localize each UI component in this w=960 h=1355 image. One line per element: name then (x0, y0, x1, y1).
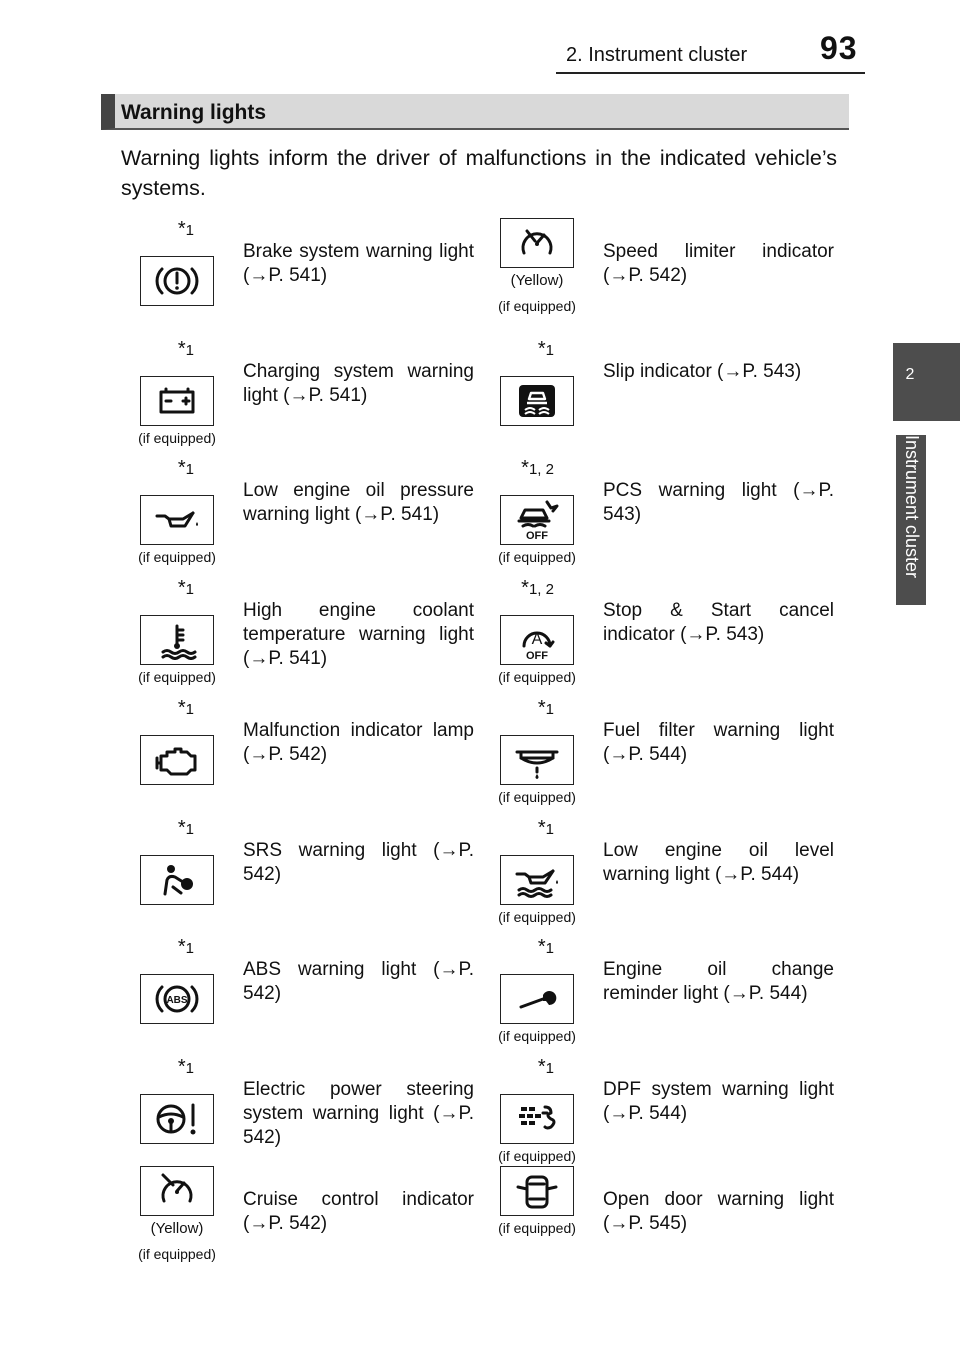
if-equipped-caption: (if equipped) (138, 549, 216, 565)
warning-light-entry (480, 936, 840, 1056)
warning-light-description: Speed limiter indicator (→P. 542) (603, 241, 834, 286)
footnote-marker: *1 (177, 218, 194, 240)
coolant-icon (140, 615, 214, 665)
wrench-icon (500, 974, 574, 1024)
battery-icon (140, 376, 214, 426)
warning-light-description: DPF system warning light (→P. 544) (603, 1079, 834, 1124)
section-heading: Warning lights (101, 94, 849, 130)
oil-pressure-icon (140, 495, 214, 545)
pcs-icon (500, 495, 574, 545)
warning-light-description: PCS warning light (→P. 543) (603, 480, 834, 525)
footnote-marker: *1 (537, 338, 554, 360)
warning-light-entry (480, 1166, 840, 1286)
warning-light-description: Low engine oil level warning light (→P. 544) (603, 840, 834, 885)
warning-light-entry (480, 697, 840, 817)
indicator-color-caption: (Yellow) (510, 272, 564, 289)
if-equipped-caption: (if equipped) (498, 669, 576, 685)
footnote-marker: *1 (537, 697, 554, 719)
page-number: 93 (820, 30, 858, 66)
door-icon (500, 1166, 574, 1216)
fuel-filter-icon (500, 735, 574, 785)
chapter-tab[interactable] (893, 343, 960, 421)
srs-icon (140, 855, 214, 905)
warning-light-description: SRS warning light (→P. 542) (243, 840, 474, 885)
brake-icon (140, 256, 214, 306)
warning-light-description: High engine coolant temperature warning light (→P. 541) (243, 600, 474, 669)
warning-light-entry (480, 218, 840, 338)
warning-light-description: Cruise control indicator (→P. 542) (243, 1189, 474, 1234)
svg-text:OFF: OFF (526, 530, 548, 540)
footnote-marker: *1 (177, 817, 194, 839)
if-equipped-caption: (if equipped) (498, 1220, 576, 1236)
warning-light-description: Electric power steering system warning light (→P. 542) (243, 1079, 474, 1148)
chapter-tab-label: Instrument cluster (896, 435, 926, 605)
if-equipped-caption: (if equipped) (498, 789, 576, 805)
if-equipped-caption: (if equipped) (138, 669, 216, 685)
warning-light-entry (120, 1056, 480, 1176)
footnote-marker: *1 (177, 338, 194, 360)
warning-light-entry (120, 697, 480, 817)
steering-icon (140, 1094, 214, 1144)
abs-icon (140, 974, 214, 1024)
if-equipped-caption: (if equipped) (138, 430, 216, 446)
dpf-icon (500, 1094, 574, 1144)
warning-light-description: Brake system warning light (→P. 541) (243, 241, 474, 286)
footnote-marker: *1 (537, 936, 554, 958)
svg-text:ABS: ABS (166, 995, 188, 1006)
if-equipped-caption: (if equipped) (498, 549, 576, 565)
chapter-title: 2. Instrument cluster (566, 44, 748, 66)
warning-light-description: Charging system warning light (→P. 541) (243, 361, 474, 406)
warning-light-description: Stop & Start cancel indicator (→P. 543) (603, 600, 834, 645)
if-equipped-caption: (if equipped) (498, 909, 576, 925)
warning-light-entry (120, 457, 480, 577)
warning-light-description: Engine oil change reminder light (→P. 544) (603, 959, 834, 1004)
warning-light-entry (120, 1166, 480, 1286)
cruise-icon (140, 1166, 214, 1216)
warning-light-entry (120, 577, 480, 697)
stop-start-icon (500, 615, 574, 665)
engine-icon (140, 735, 214, 785)
footnote-marker: *1, 2 (521, 577, 554, 599)
chapter-tab-number: 2 (905, 366, 915, 383)
warning-light-description: Open door warning light (→P. 545) (603, 1189, 834, 1234)
footnote-marker: *1 (177, 457, 194, 479)
warning-light-description: Fuel filter warning light (→P. 544) (603, 720, 834, 765)
warning-light-description: ABS warning light (→P. 542) (243, 959, 474, 1004)
warning-light-entry (480, 817, 840, 937)
intro-paragraph: Warning lights inform the driver of malfunctions in the indicated vehicle’s systems. (121, 146, 837, 200)
indicator-color-caption: (Yellow) (150, 1220, 204, 1237)
footnote-marker: *1 (177, 697, 194, 719)
warning-light-entry (480, 1056, 840, 1176)
warning-light-entry (120, 817, 480, 937)
warning-light-entry (120, 936, 480, 1056)
header-rule (556, 72, 865, 74)
if-equipped-caption: (if equipped) (498, 1148, 576, 1164)
warning-light-description: Malfunction indicator lamp (→P. 542) (243, 720, 474, 765)
slip-icon (500, 376, 574, 426)
speed-limiter-icon (500, 218, 574, 268)
footnote-marker: *1, 2 (521, 457, 554, 479)
warning-light-entry (480, 338, 840, 458)
footnote-marker: *1 (537, 1056, 554, 1078)
svg-text:OFF: OFF (526, 650, 548, 660)
warning-light-entry (120, 218, 480, 338)
if-equipped-caption: (if equipped) (138, 1246, 216, 1262)
svg-text:A: A (531, 631, 543, 648)
warning-light-description: Slip indicator (→P. 543) (603, 361, 802, 382)
footnote-marker: *1 (177, 577, 194, 599)
warning-light-description: Low engine oil pressure warning light (→P. 541) (243, 480, 474, 525)
warning-light-entry (480, 577, 840, 697)
if-equipped-caption: (if equipped) (498, 298, 576, 314)
footnote-marker: *1 (177, 1056, 194, 1078)
warning-light-entry (120, 338, 480, 458)
if-equipped-caption: (if equipped) (498, 1028, 576, 1044)
oil-level-icon (500, 855, 574, 905)
footnote-marker: *1 (537, 817, 554, 839)
footnote-marker: *1 (177, 936, 194, 958)
warning-light-entry (480, 457, 840, 577)
